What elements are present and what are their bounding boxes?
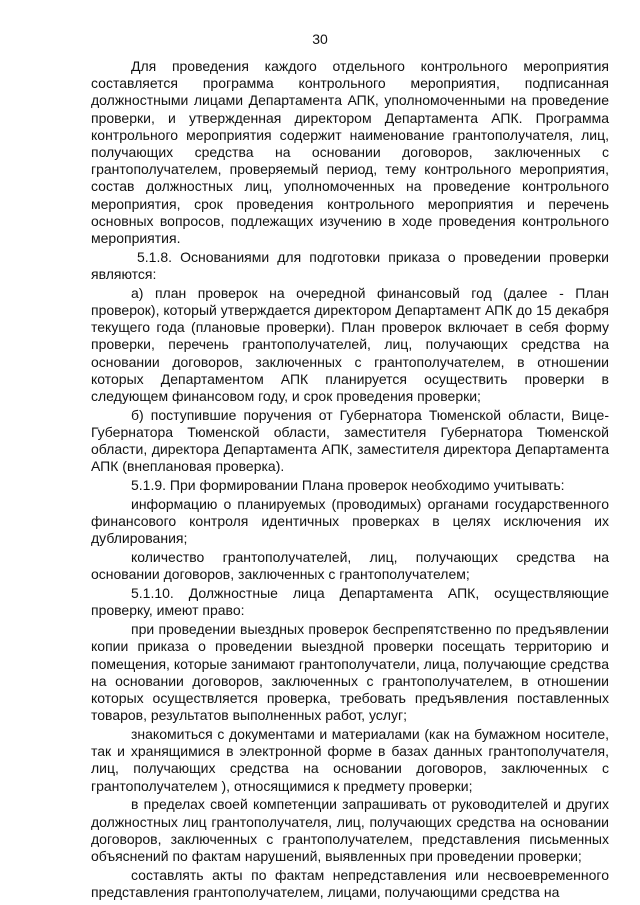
paragraph-5-1-10: 5.1.10. Должностные лица Департамента АПК, осуществляющие проверку, имеют право:: [91, 585, 609, 619]
paragraph-right-documents: знакомиться с документами и материалами (как на бумажном носителе, так и хранящимися в электронной форме в базах данных грантополучателя, лиц, получающих средства на основании договоров, заключенных с грантополучателем ), относящимися к предмету проверки;: [91, 726, 609, 794]
paragraph-right-visit: при проведении выездных проверок беспрепятственно по предъявлении копии приказа о проведении выездной проверки посещать территорию и помещения, которые занимают грантополучатели, лица, получающие средства на основании договоров, заключенных с грантополучателем, в отношении которых осуществляется проверка, требовать предъявления поставленных товаров, результатов выполненных работ, услуг;: [91, 621, 609, 724]
paragraph-5-1-8: 5.1.8. Основаниями для подготовки приказа о проведении проверки являются:: [91, 248, 609, 283]
paragraph-right-acts: составлять акты по фактам непредставления или несвоевременного представления грантополучателем, лицами, получающими средства на: [91, 866, 609, 901]
paragraph-5-1-9: 5.1.9. При формировании Плана проверок необходимо учитывать:: [131, 477, 565, 494]
paragraph-program: Для проведения каждого отдельного контрольного мероприятия составляется программа контрольного мероприятия, подписанная должностными лицами Департамента АПК, уполномоченными на проведение проверки, и утвержденная директором Департамента АПК. Программа контрольного мероприятия содержит наименование грантополучателя, лиц, получающих средства на основании договоров, заключенных с грантополучателем, проверяемый период, тему контрольного мероприятия, состав должностных лиц, уполномоченных на проведение контрольного мероприятия, срок проведения контрольного мероприятия и перечень основных вопросов, подлежащих изучению в ходе проведения контрольного мероприятия.: [91, 58, 609, 247]
page-number: 30: [312, 31, 328, 47]
paragraph-item-a: а) план проверок на очередной финансовый год (далее - План проверок), который утверждается директором Департамент АПК до 15 декабря текущего года (плановые проверки). План проверок включает в себя форму проверки, перечень грантополучателей, лиц, получающих средства на основании договоров, заключенных с грантополучателем, в отношении которых Департаментом АПК планируется осуществить проверки в следующем финансовом году, и срок проведения проверки;: [91, 284, 609, 405]
paragraph-count: количество грантополучателей, лиц, получающих средства на основании договоров, заключенных с грантополучателем;: [91, 549, 609, 583]
paragraph-right-request: в пределах своей компетенции запрашивать от руководителей и других должностных лиц грантополучателя, лиц, получающих средства на основании договоров, заключенных с грантополучателем, представления письменных объяснений по фактам нарушений, выявленных при проведении проверки;: [91, 796, 609, 865]
paragraph-info-planned: информацию о планируемых (проводимых) органами государственного финансового контроля идентичных проверках в целях исключения их дублирования;: [91, 496, 609, 547]
document-body: [91, 58, 609, 901]
paragraph-item-b: б) поступившие поручения от Губернатора Тюменской области, Вице-Губернатора Тюменской области, заместителя Губернатора Тюменской области, директора Департамента АПК, заместителя директора Департамента АПК (внеплановая проверка).: [91, 406, 609, 475]
